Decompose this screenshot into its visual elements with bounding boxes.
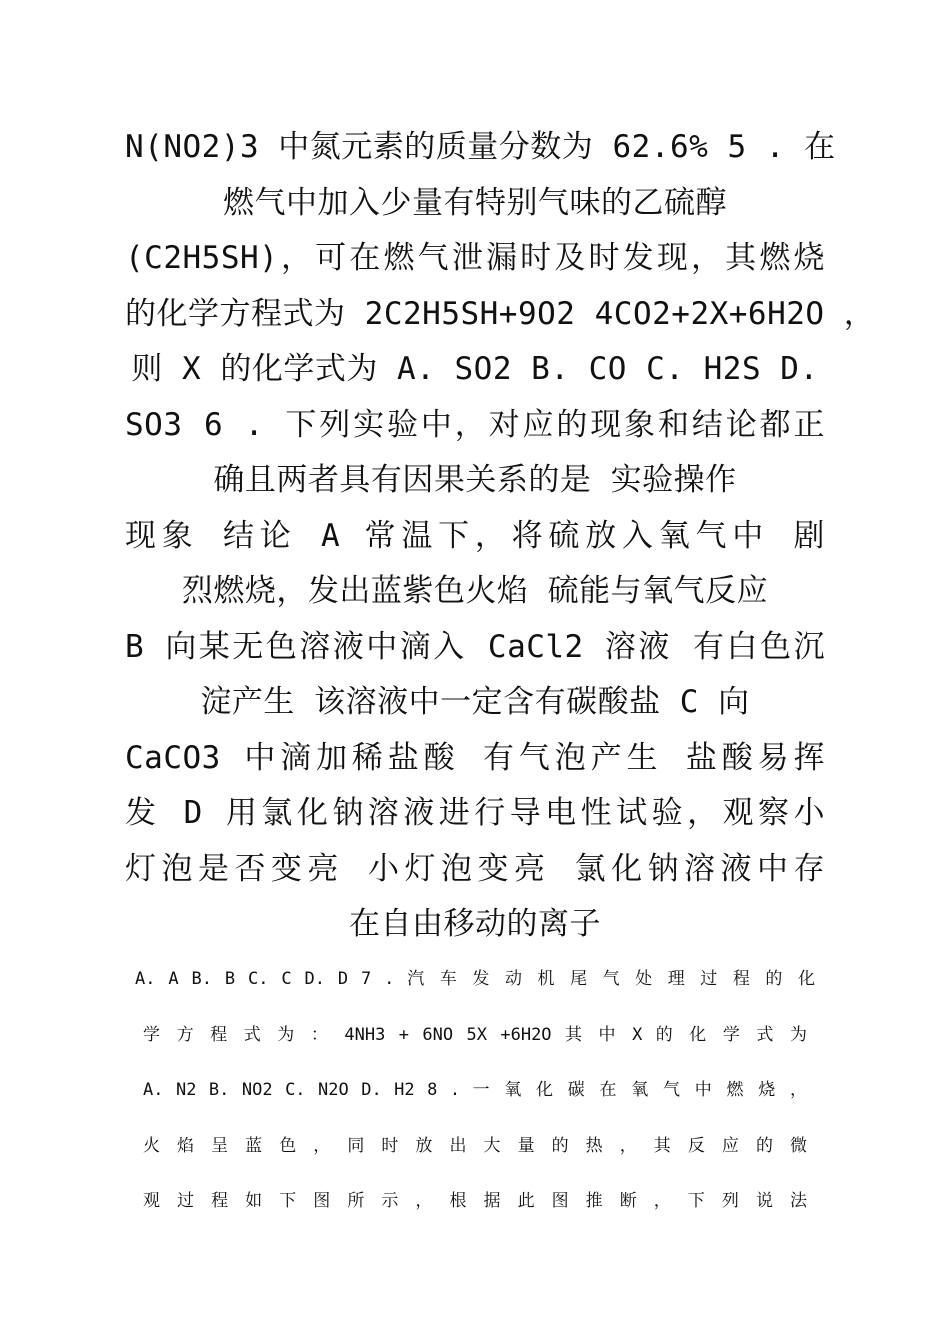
text-line: 烈燃烧，发出蓝紫色火焰 硫能与氧气反应 [181,573,769,609]
small-text-block [135,952,815,1230]
text-line: 的化学方程式为 2C2H5SH+9O2 4CO2+2X+6H2O ， [125,295,876,332]
text-line: 燃气中加入少量有特别气味的乙硫醇 [223,184,727,221]
text-line: 学 方 程 式 为 ： 4NH3 + 6NO 5X +6H2O 其 中 X 的 化 学 式 为 [143,1024,807,1045]
text-line: A. A B. B C. C D. D 7 . 汽 车 发 动 机 尾 气 处 理 过 程 的 化 [135,969,815,989]
text-line: CaCO3 中滴加稀盐酸 有气泡产生 盐酸易挥 [125,739,825,776]
text-line: B 向某无色溶液中滴入 CaCl2 溶液 有白色沉 [125,628,825,665]
text-line: 灯泡是否变亮 小灯泡变亮 氯化钠溶液中存 [125,850,825,887]
text-line: 确且两者具有因果关系的是 实验操作 [213,462,737,498]
text-line: SO3 6 . 下列实验中，对应的现象和结论都正 [125,406,825,443]
text-line: 火 焰 呈 蓝 色 ， 同 时 放 出 大 量 的 热 ， 其 反 应 的 微 [143,1135,807,1156]
text-line: N(NO2)3 中氮元素的质量分数为 62.6% 5 . 在 [125,129,836,165]
large-text-block [125,120,876,953]
text-line: 发 D 用氯化钠溶液进行导电性试验，观察小 [125,795,825,831]
text-line: 现象 结论 A 常温下，将硫放入氧气中 剧 [125,517,825,554]
text-line: A. N2 B. NO2 C. N2O D. H2 8 . 一 氧 化 碳 在 氧 气 中 燃 烧 ， [143,1080,807,1100]
text-line: 则 X 的化学式为 A. SO2 B. CO C. H2S D. [131,351,819,387]
text-line: 淀产生 该溶液中一定含有碳酸盐 C 向 [200,684,750,720]
text-line: 观 过 程 如 下 图 所 示 ， 根 据 此 图 推 断 ， 下 列 说 法 [143,1191,807,1211]
text-line: (C2H5SH)，可在燃气泄漏时及时发现，其燃烧 [125,240,825,276]
text-line: 在自由移动的离子 [349,906,601,942]
